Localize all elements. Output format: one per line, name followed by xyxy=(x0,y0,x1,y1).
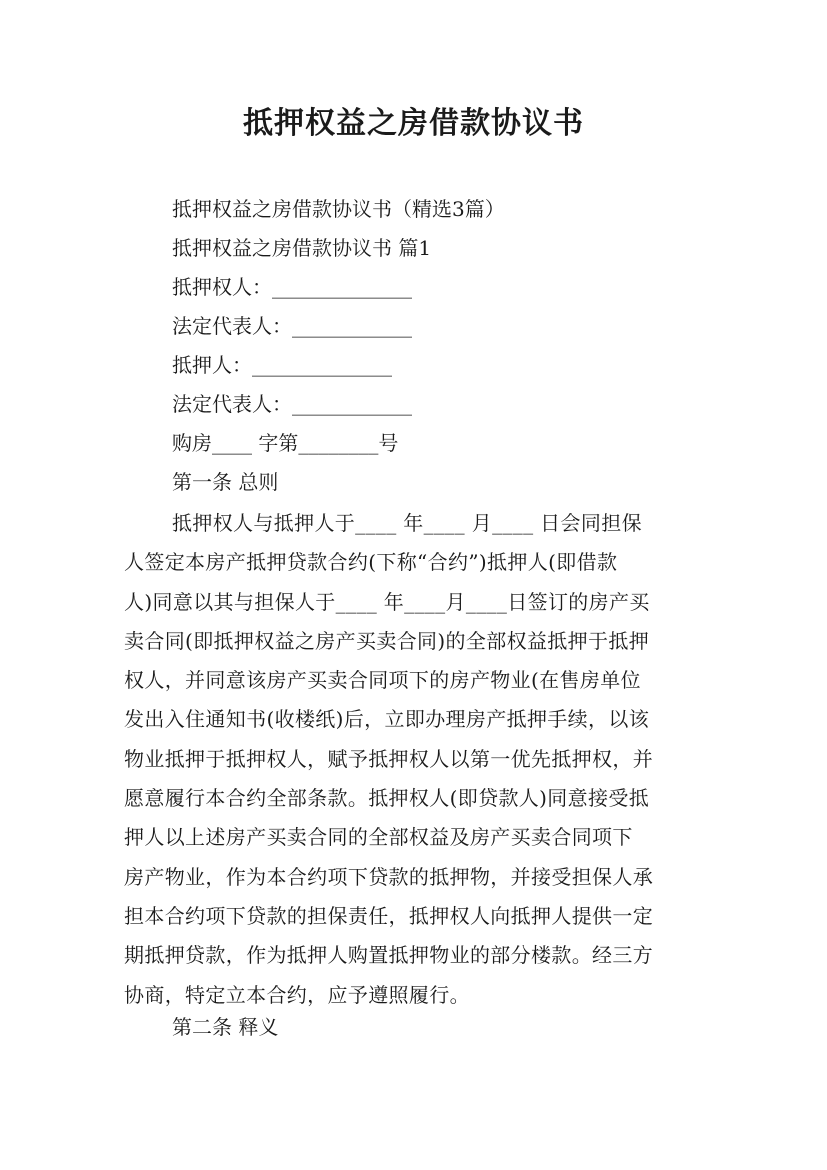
field-label: 法定代表人： xyxy=(172,392,292,416)
document-title: 抵押权益之房借款协议书 xyxy=(243,106,584,141)
field-blank: ______________ xyxy=(252,353,392,377)
paragraph-line: 人)同意以其与担保人于____ 年____月____日签订的房产买 xyxy=(124,589,650,614)
paragraph-line: 房产物业，作为本合约项下贷款的抵押物，并接受担保人承 xyxy=(124,864,654,889)
paragraph-line: 担本合约项下贷款的担保责任，抵押权人向抵押人提供一定 xyxy=(124,903,654,928)
article-1-body xyxy=(124,504,704,1015)
article-1-heading: 第一条 总则 xyxy=(172,470,279,494)
paragraph-line: 愿意履行本合约全部条款。抵押权人(即贷款人)同意接受抵 xyxy=(124,786,650,811)
field-legal-rep-2 xyxy=(172,385,412,423)
field-blank: ____________ xyxy=(292,314,412,338)
paragraph-line xyxy=(124,504,704,543)
field-mortgagee xyxy=(172,268,412,306)
document-subtitle: 抵押权益之房借款协议书（精选3篇） xyxy=(172,197,505,221)
paragraph-line: 发出入住通知书(收楼纸)后，立即办理房产抵押手续，以该 xyxy=(124,707,650,732)
paragraph-text: 抵押权人与抵押人于____ 年____ 月____ 日会同担保 xyxy=(172,511,642,535)
paragraph-line: 物业抵押于抵押权人，赋予抵押权人以第一优先抵押权，并 xyxy=(124,746,654,771)
field-label: 抵押权人： xyxy=(172,275,272,299)
field-label: 法定代表人： xyxy=(172,314,292,338)
field-label: 抵押人： xyxy=(172,353,252,377)
paragraph-line: 押人以上述房产买卖合同的全部权益及房产买卖合同项下 xyxy=(124,825,633,850)
field-blank: ______________ xyxy=(272,275,412,299)
house-number-line: 购房____ 字第________号 xyxy=(172,431,399,455)
paragraph-line: 协商，特定立本合约，应予遵照履行。 xyxy=(124,982,470,1007)
section-title: 抵押权益之房借款协议书 篇1 xyxy=(172,236,432,260)
article-2-heading: 第二条 释义 xyxy=(172,1015,279,1039)
paragraph-line: 卖合同(即抵押权益之房产买卖合同)的全部权益抵押于抵押 xyxy=(124,628,650,653)
paragraph-line: 权人，并同意该房产买卖合同项下的房产物业(在售房单位 xyxy=(124,668,641,693)
paragraph-line: 人签定本房产抵押贷款合约(下称“合约”)抵押人(即借款 xyxy=(124,550,618,575)
paragraph-line: 期抵押贷款，作为抵押人购置抵押物业的部分楼款。经三方 xyxy=(124,943,654,968)
field-blank: ____________ xyxy=(292,392,412,416)
field-mortgagor xyxy=(172,346,392,384)
field-legal-rep-1 xyxy=(172,307,412,345)
